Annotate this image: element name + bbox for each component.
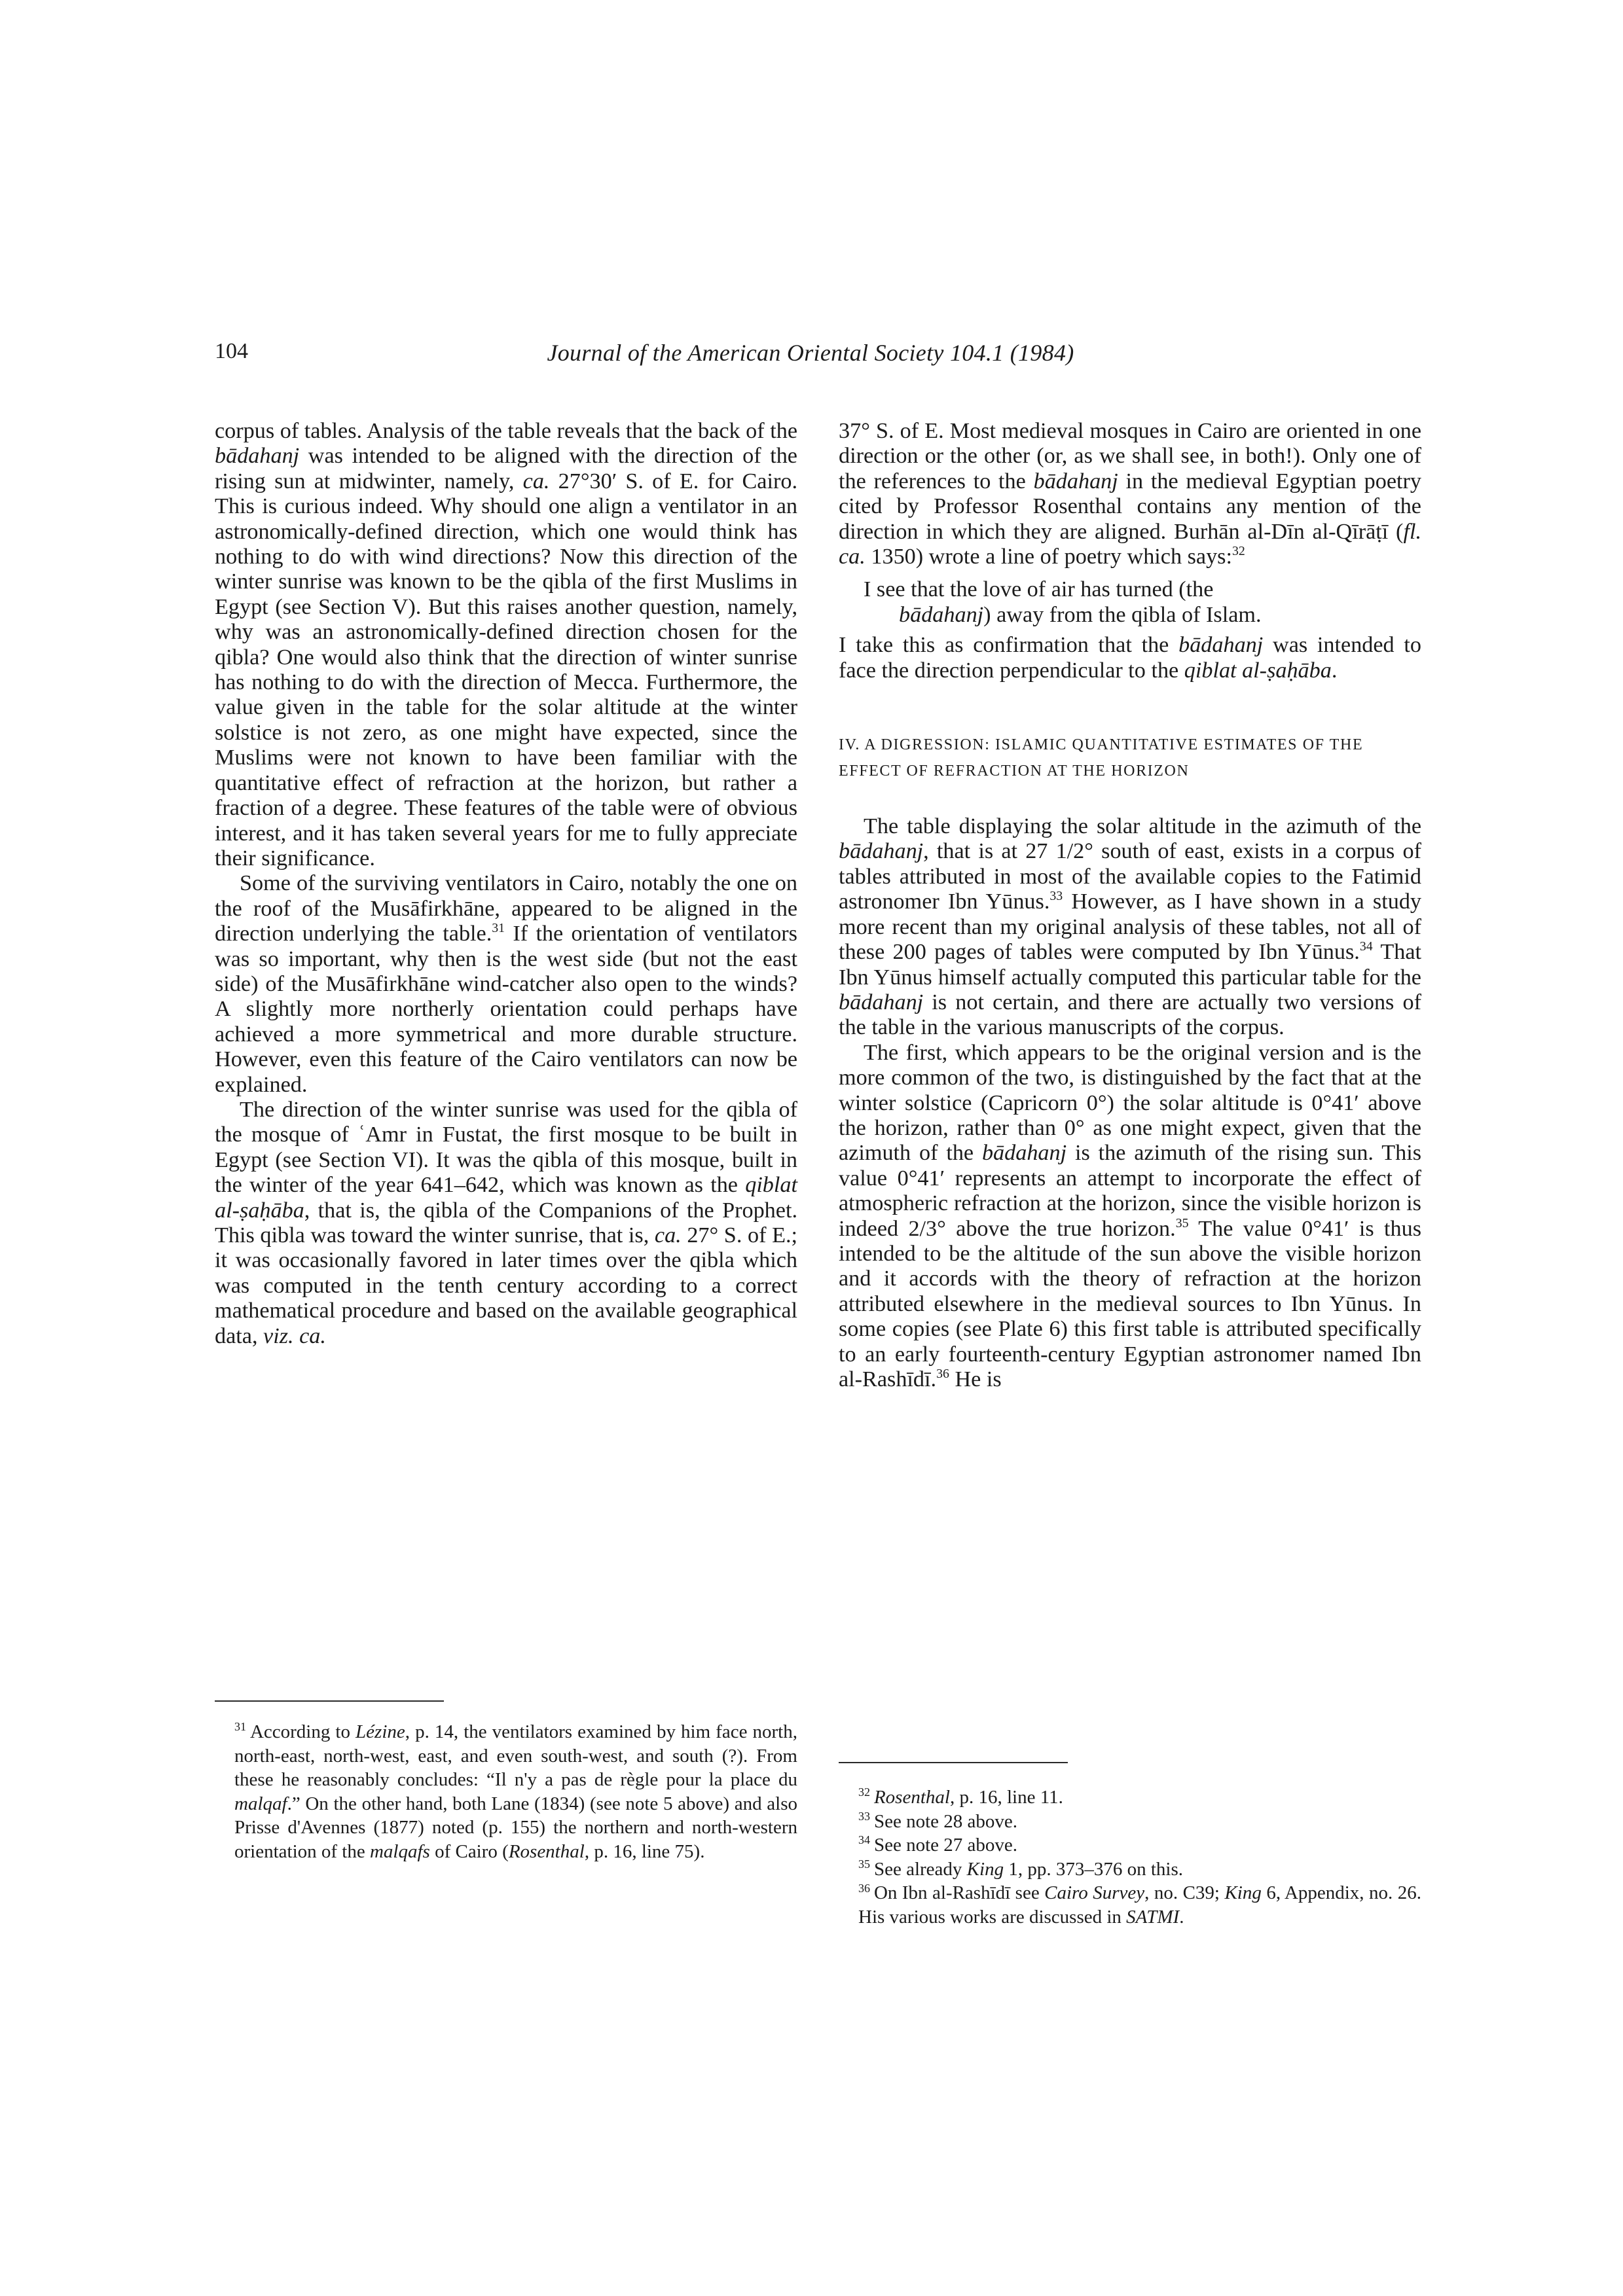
poetry-verse: I see that the love of air has turned (the bādahanj) away from the qibla of Islam. [864,577,1262,627]
paragraph: corpus of tables. Analysis of the table reveals that the back of the bādahanj was intended to be aligned with the direction of the rising sun at midwinter, namely, ca. 27°30′ S. of E. for Cairo. This is curious indeed. Why should one align a ventilator in an astronomically-defined direction, which one would think has nothing to do with wind directions? Now this direction of the winter sunrise was known to be the qibla of the first Muslims in Egypt (see Section V). But this raises another question, namely, why was an astronomically-defined direction chosen for the qibla? One would also think that the direction of winter sunrise has nothing to do with the direction of Mecca. Furthermore, the value given in the table for the solar altitude at the winter solstice is not zero, as one might have expected, since the Muslims were not known to have been familiar with the quantitative effect of refraction at the horizon, but rather a fraction of a degree. These features of the table were of obvious interest, and it has taken several years for me to fully appreciate their significance. [215,419,797,870]
footnote: $^{31}$ According to Lézine, p. 14, the ventilators examined by him face north, north-east, north-west, east, and even south-west, and south (?). From these he reasonably concludes: “Il n'y a pas de règle pour la place du malqaf.” On the other hand, both Lane (1834) (see note 5 above) and also Prisse d'Avennes (1877) noted (p. 155) the northern and north-western orientation of the malqafs of Cairo (Rosenthal, p. 16, line 75). [234,1720,797,1862]
footnote: $^{32}$ Rosenthal, p. 16, line 11. [858,1785,1063,1808]
paragraph: The first, which appears to be the original version and is the more common of the two, is distinguished by the fact that at the winter solstice (Capricorn 0°) the solar altitude is 0°41′ above the horizon, rather than 0° as one might expect, given that the azimuth of the bādahanj is the azimuth of the rising sun. This value 0°41′ represents an attempt to incorporate the effect of atmospheric refraction at the horizon, since the visible horizon is indeed 2/3° above the true horizon.$^{35}$ The value 0°41′ is thus intended to be the altitude of the sun above the visible horizon and it accords with the theory of refraction at the horizon attributed elsewhere in the medieval sources to Ibn Yūnus. In some copies (see Plate 6) this first table is attributed specifically to an early fourteenth-century Egyptian astronomer named Ibn al-Rashīdī.$^{36}$ He is [839,1040,1422,1391]
footnote: $^{33}$ See note 28 above. [858,1809,1018,1832]
footnote: $^{35}$ See already King 1, pp. 373–376 on this. [858,1857,1183,1880]
footnote-ref: 31 [492,921,505,936]
footnotes-right [839,1785,1421,1929]
running-header [215,339,1406,385]
footnote-ref: 35 [1175,1215,1189,1230]
footnote-rule [215,1700,444,1702]
paragraph: I take this as confirmation that the bādahanj was intended to face the direction perpendicular to the qiblat al-ṣaḥāba. [839,633,1421,683]
page-number: 104 [215,339,248,363]
paragraph: 37° S. of E. Most medieval mosques in Cairo are oriented in one direction or the other (or, as we shall see, in both!). Only one of the references to the bādahanj in the medieval Egyptian poetry cited by Professor Rosenthal contains any mention of the direction in which they are aligned. Burhān al-Dīn al-Qīrāṭī (fl. ca. 1350) wrote a line of poetry which says:$^{32}$ [839,419,1421,569]
footnotes-left [215,1720,797,1864]
paragraph: Some of the surviving ventilators in Cairo, notably the one on the roof of the Musāfirkhāne, appeared to be aligned in the direction underlying the table.$^{31}$ If the orientation of ventilators was so important, why then is the west side (but not the east side) of the Musāfirkhāne wind-catcher also open to the winds? A slightly more northerly orientation could perhaps have achieved a more symmetrical and more durable structure. However, even this feature of the Cairo ventilators can now be explained. [215,871,797,1097]
footnote: $^{36}$ On Ibn al-Rashīdī see Cairo Survey, no. C39; King 6, Appendix, no. 26. His various works are discussed in SATMI. [858,1881,1421,1928]
left-column [215,419,797,1349]
paragraph: The direction of the winter sunrise was used for the qibla of the mosque of ʿAmr in Fustat, the first mosque to be built in Egypt (see Section VI). It was the qibla of this mosque, built in the winter of the year 641–642, which was known as the qiblat al-ṣaḥāba, that is, the qibla of the Companions of the Prophet. This qibla was toward the winter sunrise, that is, ca. 27° S. of E.; it was occasionally favored in later times over the qibla which was computed in the tenth century according to a correct mathematical procedure and based on the available geographical data, viz. ca. [215,1097,798,1348]
footnote-ref: 32 [1231,544,1245,559]
footnote-ref: 33 [1049,889,1063,904]
journal-title: Journal of the American Oriental Society 104.1 (1984) [547,340,1074,366]
footnote-ref: 36 [936,1367,949,1382]
paragraph: The table displaying the solar altitude in the azimuth of the bādahanj, that is at 27 1/2° south of east, exists in a corpus of tables attributed in most of the available copies to the Fatimid astronomer Ibn Yūnus.$^{33}$ However, as I have shown in a study more recent than my original analysis of these tables, not all of these 200 pages of tables were computed by Ibn Yūnus.$^{34}$ That Ibn Yūnus himself actually computed this particular table for the bādahanj is not certain, and there are actually two versions of the table in the various manuscripts of the corpus. [839,814,1422,1040]
footnote-rule [839,1762,1068,1763]
footnote: $^{34}$ See note 27 above. [858,1833,1018,1856]
footnote-ref: 34 [1359,939,1373,954]
section-heading: IV. A DIGRESSION: ISLAMIC QUANTITATIVE ESTIMATES OF THE EFFECT OF REFRACTION AT THE HORIZON [839,736,1364,780]
right-column [839,419,1421,1392]
